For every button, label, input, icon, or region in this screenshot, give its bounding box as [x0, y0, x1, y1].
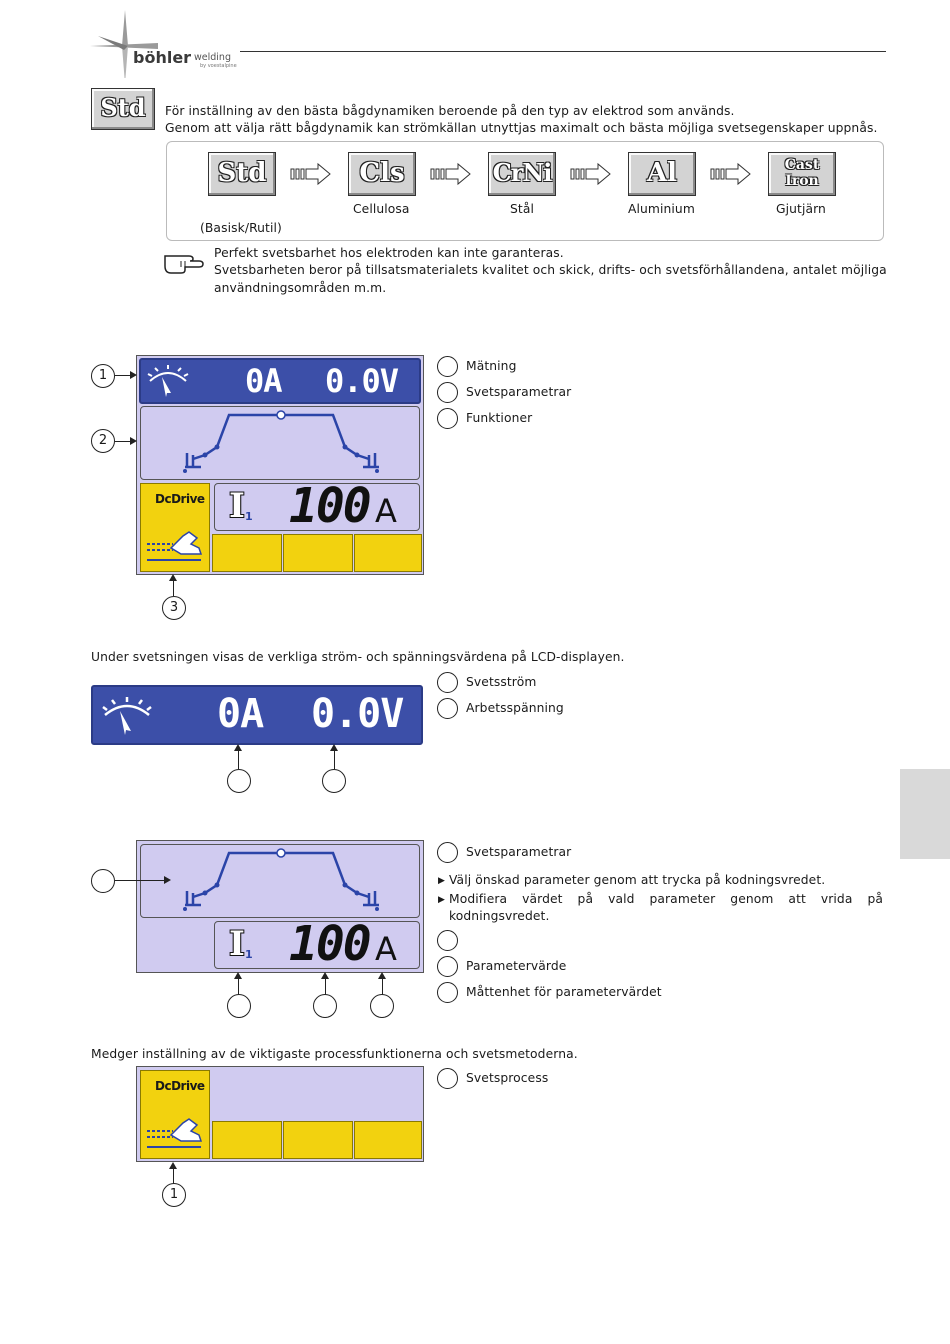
- electrode-key-al: Al: [628, 152, 696, 196]
- parameter-value-panel: [214, 478, 420, 534]
- legend-marker: [437, 1068, 458, 1089]
- bullet-2-text: Modifiera värdet på vald parameter genom att vrida på: [449, 892, 883, 906]
- callout-arrowhead: [234, 972, 242, 979]
- electrode-label-crni: Stål: [510, 202, 534, 216]
- function-button-1[interactable]: [212, 1121, 282, 1159]
- note-line-1: Perfekt svetsbarhet hos elektroden kan inte garanteras.: [214, 246, 564, 260]
- parameter-value-panel: [214, 916, 420, 972]
- meter-gauge-icon: [101, 695, 153, 735]
- legend-marker: [437, 382, 458, 403]
- process-button[interactable]: [140, 483, 210, 572]
- function-button-1[interactable]: [212, 534, 282, 572]
- note-line-3: användningsområden m.m.: [214, 281, 387, 295]
- param-unit: A: [375, 492, 397, 530]
- welding-curve-icon: [141, 407, 419, 479]
- callout-arrowhead: [169, 1162, 177, 1169]
- electrode-label-cls: Cellulosa: [353, 202, 410, 216]
- std-key-icon: Std: [91, 88, 155, 130]
- measurement-bar: [139, 358, 421, 404]
- meter-gauge-icon: [146, 363, 190, 397]
- legend-functions: Funktioner: [466, 411, 533, 425]
- legend-marker: [437, 842, 458, 863]
- legend-marker: [437, 408, 458, 429]
- function-button-3[interactable]: [354, 534, 422, 572]
- callout-empty: [227, 994, 251, 1018]
- callout-arrowhead: [321, 972, 329, 979]
- callout-arrow: [334, 749, 335, 769]
- param-value: 100: [289, 916, 370, 972]
- parameter-curve-panel: [140, 406, 420, 480]
- legend-marker: [437, 672, 458, 693]
- param-value: 100: [289, 478, 370, 534]
- lcd-function-display: [136, 1066, 424, 1162]
- electrode-label-cast-iron: Gjutjärn: [776, 202, 826, 216]
- voltage-readout-large: 0.0V: [311, 691, 404, 737]
- brand-logo: [88, 8, 248, 78]
- callout-arrowhead: [130, 371, 137, 379]
- callout-arrowhead: [378, 972, 386, 979]
- electrode-key-cast-iron: Cast Iron: [768, 152, 836, 196]
- legend-measurement: Mätning: [466, 359, 517, 373]
- function-button-3[interactable]: [354, 1121, 422, 1159]
- process-label: DcDrive: [155, 1079, 205, 1093]
- param-symbol: I: [229, 486, 245, 526]
- chapter-tab: [900, 769, 950, 859]
- callout-empty: [370, 994, 394, 1018]
- section2-intro: Under svetsningen visas de verkliga ström- och spänningsvärdena på LCD-displayen.: [91, 650, 625, 664]
- measurement-bar-large: [91, 685, 423, 745]
- legend-parameters: Svetsparametrar: [466, 385, 572, 399]
- callout-arrowhead: [130, 437, 137, 445]
- legend-current: Svetsström: [466, 675, 537, 689]
- current-readout-large: 0A: [217, 691, 264, 737]
- callout-empty: [91, 869, 115, 893]
- callout-1: 1: [91, 364, 115, 388]
- arrow-right-icon: [710, 162, 754, 186]
- electrode-holder-icon: [145, 530, 205, 566]
- lcd-display-full: [136, 355, 424, 575]
- callout-arrow: [238, 749, 239, 769]
- intro-line-2: Genom att välja rätt bågdynamik kan strömkällan utnyttjas maximalt och bästa möjliga svetsegenskaper uppnås.: [165, 121, 878, 135]
- electrode-key-cls: Cls: [348, 152, 416, 196]
- callout-3: 3: [162, 596, 186, 620]
- arrow-right-icon: [290, 162, 334, 186]
- callout-1-process: 1: [162, 1183, 186, 1207]
- param-symbol: I: [229, 924, 245, 964]
- callout-arrow: [115, 880, 168, 881]
- legend-parameters-title: Svetsparametrar: [466, 845, 572, 859]
- bullet-triangle-icon: ▶: [438, 895, 445, 905]
- function-button-2[interactable]: [283, 1121, 353, 1159]
- callout-arrowhead: [164, 876, 171, 884]
- arrow-right-icon: [570, 162, 614, 186]
- current-readout: 0A: [245, 362, 282, 400]
- process-label: DcDrive: [155, 492, 205, 506]
- legend-marker: [437, 698, 458, 719]
- welding-curve-icon: [141, 845, 419, 917]
- param-sub: 1: [245, 948, 253, 961]
- legend-process: Svetsprocess: [466, 1071, 549, 1085]
- callout-2: 2: [91, 429, 115, 453]
- legend-marker: [437, 956, 458, 977]
- electrode-key-std: Std: [208, 152, 276, 196]
- legend-param-unit: Måttenhet för parametervärdet: [466, 985, 662, 999]
- callout-arrowhead: [234, 744, 242, 751]
- section4-intro: Medger inställning av de viktigaste processfunktionerna och svetsmetoderna.: [91, 1047, 578, 1061]
- voltage-readout: 0.0V: [325, 362, 399, 400]
- legend-marker: [437, 356, 458, 377]
- param-unit: A: [375, 930, 397, 968]
- legend-marker: [437, 982, 458, 1003]
- electrode-holder-icon: [145, 1117, 205, 1153]
- arrow-right-icon: [430, 162, 474, 186]
- callout-empty: [227, 769, 251, 793]
- lcd-parameter-display: [136, 840, 424, 973]
- callout-empty: [313, 994, 337, 1018]
- electrode-label-std: (Basisk/Rutil): [200, 221, 282, 235]
- bullet-2-text-cont: kodningsvredet.: [449, 909, 550, 923]
- parameter-curve-panel: [140, 844, 420, 918]
- brand-sub: by voestalpine: [200, 63, 237, 69]
- callout-empty: [322, 769, 346, 793]
- callout-arrowhead: [330, 744, 338, 751]
- header-rule: [240, 51, 886, 52]
- legend-param-value: Parametervärde: [466, 959, 567, 973]
- callout-arrowhead: [169, 574, 177, 581]
- brand-suffix: welding: [194, 52, 231, 63]
- electrode-label-al: Aluminium: [628, 202, 695, 216]
- legend-marker: [437, 930, 458, 951]
- electrode-key-crni: CrNi: [488, 152, 556, 196]
- bullet-1-text: Välj önskad parameter genom att trycka på kodningsvredet.: [449, 873, 826, 887]
- legend-voltage: Arbetsspänning: [466, 701, 564, 715]
- bullet-triangle-icon: ▶: [438, 876, 445, 886]
- pointing-hand-icon: [163, 248, 205, 274]
- note-line-2: Svetsbarheten beror på tillsatsmaterialets kvalitet och skick, drifts- och svetsförhållandena, antalet möjliga: [214, 263, 887, 277]
- function-button-2[interactable]: [283, 534, 353, 572]
- param-sub: 1: [245, 510, 253, 523]
- brand-name: böhler: [133, 48, 192, 67]
- process-button[interactable]: [140, 1070, 210, 1159]
- intro-line-1: För inställning av den bästa bågdynamiken beroende på den typ av elektrod som används.: [165, 104, 735, 118]
